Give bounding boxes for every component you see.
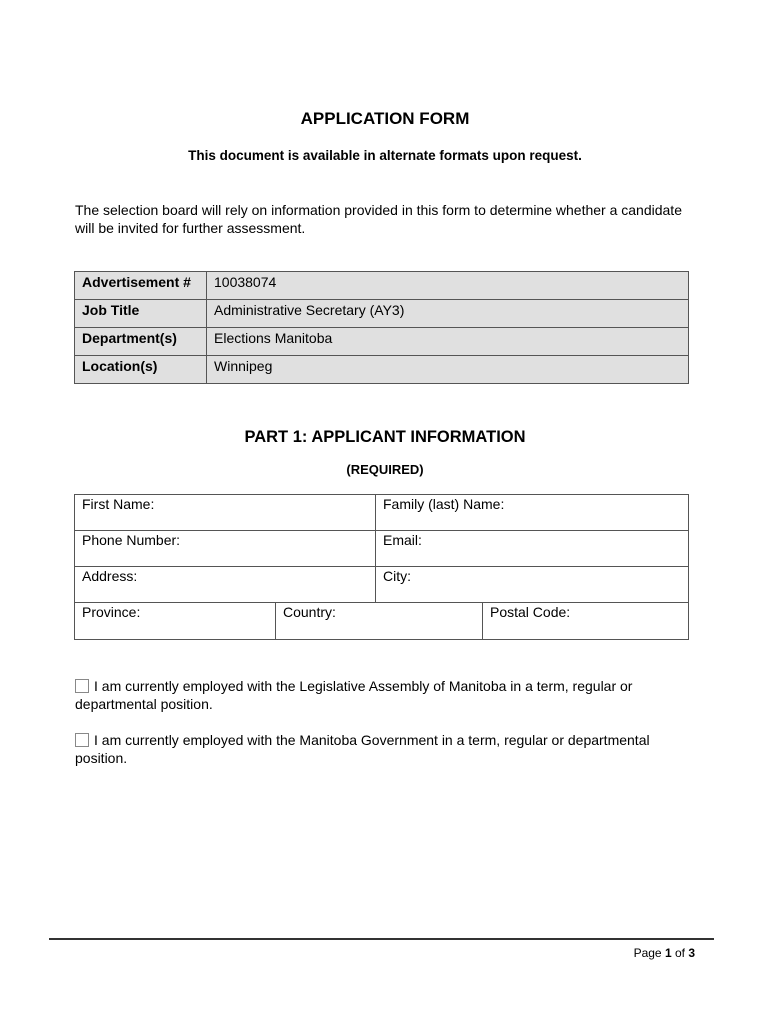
department-label: Department(s) xyxy=(75,328,207,356)
document-title: APPLICATION FORM xyxy=(300,109,470,128)
page-of: of xyxy=(671,946,689,960)
family-name-label: Family (last) Name: xyxy=(383,496,505,512)
table-row xyxy=(75,356,689,384)
phone-field[interactable] xyxy=(74,530,376,567)
page-number xyxy=(634,946,695,960)
legislative-employment-checkbox[interactable] xyxy=(75,679,89,693)
intro-paragraph: The selection board will rely on information provided in this form to determine whether a candidate will be invited for further assessment. xyxy=(75,202,682,236)
department-value: Elections Manitoba xyxy=(207,328,689,356)
part1-heading: PART 1: APPLICANT INFORMATION xyxy=(244,428,526,446)
advertisement-label: Advertisement # xyxy=(75,272,207,300)
province-label: Province: xyxy=(82,604,141,620)
document-subtitle: This document is available in alternate formats upon request. xyxy=(188,148,582,163)
footer-divider xyxy=(49,938,714,940)
job-title-label: Job Title xyxy=(75,300,207,328)
government-employment-checkbox[interactable] xyxy=(75,733,89,747)
email-field[interactable] xyxy=(375,530,689,567)
city-field[interactable] xyxy=(375,566,689,603)
first-name-label: First Name: xyxy=(82,496,155,512)
location-label: Location(s) xyxy=(75,356,207,384)
advertisement-value: 10038074 xyxy=(207,272,689,300)
family-name-field[interactable] xyxy=(375,494,689,531)
postal-code-field[interactable] xyxy=(482,602,689,640)
legislative-employment-label: I am currently employed with the Legislative Assembly of Manitoba in a term, regular or departmental position. xyxy=(75,678,633,712)
legislative-employment-option xyxy=(75,677,700,713)
country-label: Country: xyxy=(283,604,336,620)
page-prefix: Page xyxy=(633,946,665,960)
city-label: City: xyxy=(383,568,411,584)
country-field[interactable] xyxy=(275,602,483,640)
email-label: Email: xyxy=(383,532,422,548)
applicant-info-grid xyxy=(74,494,689,640)
government-employment-option xyxy=(75,731,700,767)
location-value: Winnipeg xyxy=(207,356,689,384)
required-note: (REQUIRED) xyxy=(346,462,424,477)
table-row xyxy=(75,300,689,328)
address-field[interactable] xyxy=(74,566,376,603)
address-label: Address: xyxy=(82,568,138,584)
page-current: 1 xyxy=(664,946,672,960)
postal-code-label: Postal Code: xyxy=(490,604,571,620)
province-field[interactable] xyxy=(74,602,276,640)
job-title-value: Administrative Secretary (AY3) xyxy=(207,300,689,328)
job-info-table xyxy=(74,271,689,384)
first-name-field[interactable] xyxy=(74,494,376,531)
table-row xyxy=(75,328,689,356)
government-employment-label: I am currently employed with the Manitoba Government in a term, regular or departmental position. xyxy=(75,732,650,766)
phone-label: Phone Number: xyxy=(82,532,181,548)
table-row xyxy=(75,272,689,300)
page-total: 3 xyxy=(688,946,695,960)
